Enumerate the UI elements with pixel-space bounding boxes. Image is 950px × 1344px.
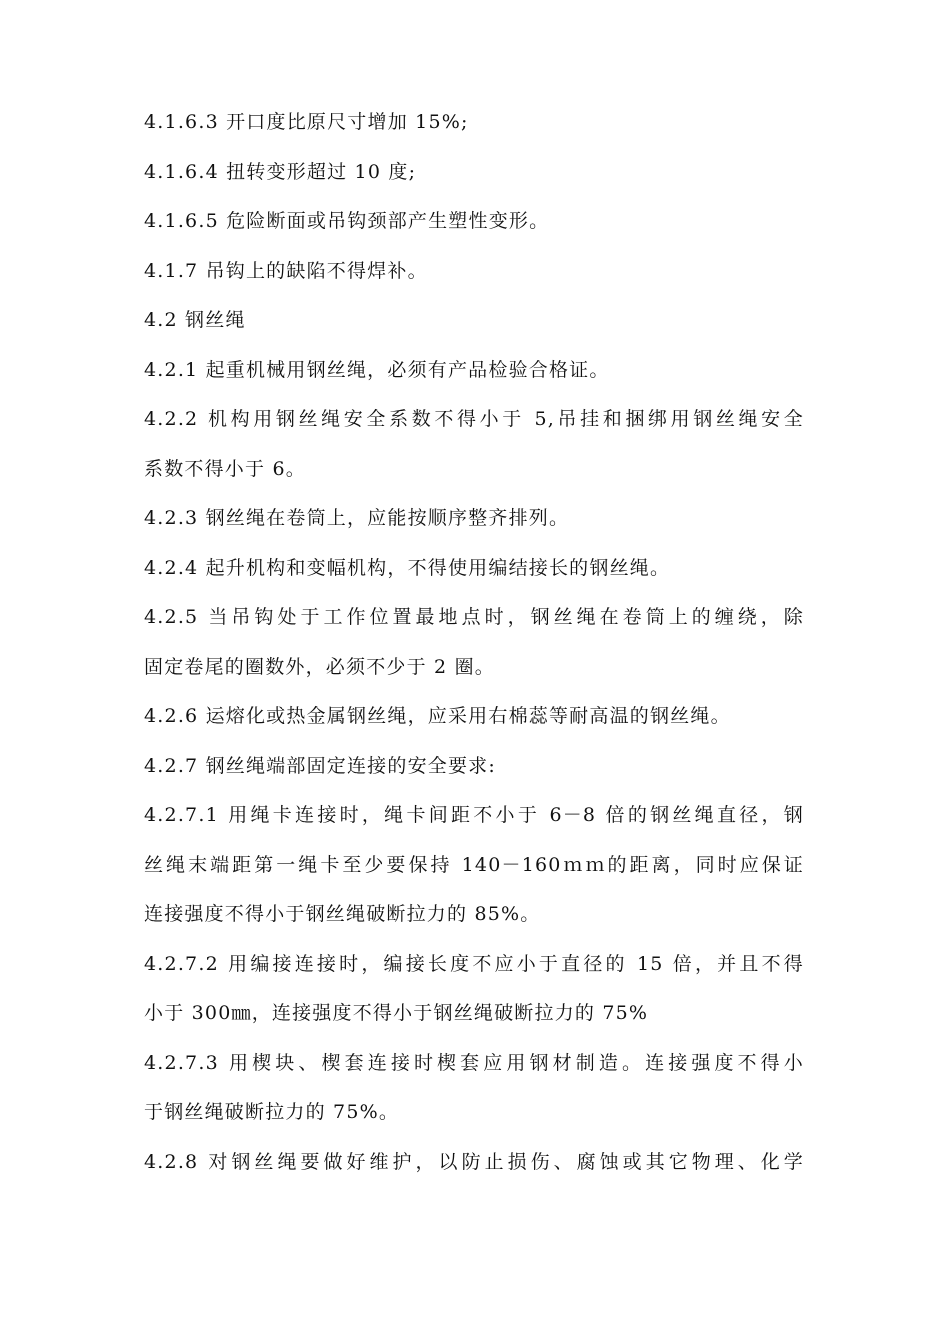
- clause-4-2-7-1-cont-1: 丝绳末端距第一绳卡至少要保持 140－160ｍｍ的距离，同时应保证: [144, 853, 804, 876]
- clause-4-2-7-3-cont: 于钢丝绳破断拉力的 75%。: [144, 1101, 400, 1123]
- clause-4-2-7: 4.2.7 钢丝绳端部固定连接的安全要求:: [144, 754, 496, 777]
- clause-4-2-1: 4.2.1 起重机械用钢丝绳，必须有产品检验合格证。: [144, 358, 610, 381]
- clause-4-2-6: 4.2.6 运熔化或热金属钢丝绳，应采用右棉蕊等耐高温的钢丝绳。: [144, 705, 731, 727]
- clause-4-2-7-3: 4.2.7.3 用楔块、楔套连接时楔套应用钢材制造。连接强度不得小: [144, 1051, 804, 1074]
- clause-4-2-5: 4.2.5 当吊钩处于工作位置最地点时，钢丝绳在卷筒上的缠绕，除: [144, 606, 804, 628]
- clause-4-1-6-4: 4.1.6.4 扭转变形超过 10 度;: [144, 160, 417, 183]
- clause-4-2-7-2: 4.2.7.2 用编接连接时，编接长度不应小于直径的 15 倍，并且不得: [144, 952, 804, 975]
- clause-4-2-5-cont: 固定卷尾的圈数外，必须不少于 2 圈。: [144, 655, 495, 678]
- clause-4-1-6-3: 4.1.6.3 开口度比原尺寸增加 15%;: [144, 111, 469, 133]
- clause-4-1-6-5: 4.1.6.5 危险断面或吊钩颈部产生塑性变形。: [144, 210, 550, 232]
- clause-4-2-2-cont: 系数不得小于 6。: [144, 457, 306, 480]
- clause-4-2-7-1-cont-2: 连接强度不得小于钢丝绳破断拉力的 85%。: [144, 903, 541, 925]
- clause-4-2-7-2-cont: 小于 300㎜，连接强度不得小于钢丝绳破断拉力的 75%: [144, 1002, 649, 1024]
- clause-4-2-7-1: 4.2.7.1 用绳卡连接时，绳卡间距不小于 6－8 倍的钢丝绳直径，钢: [144, 804, 804, 826]
- section-heading-4-2: 4.2 钢丝绳: [144, 309, 246, 331]
- clause-4-2-2: 4.2.2 机构用钢丝绳安全系数不得小于 5,吊挂和捆绑用钢丝绳安全: [144, 408, 804, 430]
- clause-4-1-7: 4.1.7 吊钩上的缺陷不得焊补。: [144, 259, 428, 282]
- document-body: [144, 98, 804, 1187]
- clause-4-2-3: 4.2.3 钢丝绳在卷筒上，应能按顺序整齐排列。: [144, 507, 570, 529]
- clause-4-2-8: 4.2.8 对钢丝绳要做好维护，以防止损伤、腐蚀或其它物理、化学: [144, 1150, 804, 1173]
- clause-4-2-4: 4.2.4 起升机构和变幅机构，不得使用编结接长的钢丝绳。: [144, 556, 671, 579]
